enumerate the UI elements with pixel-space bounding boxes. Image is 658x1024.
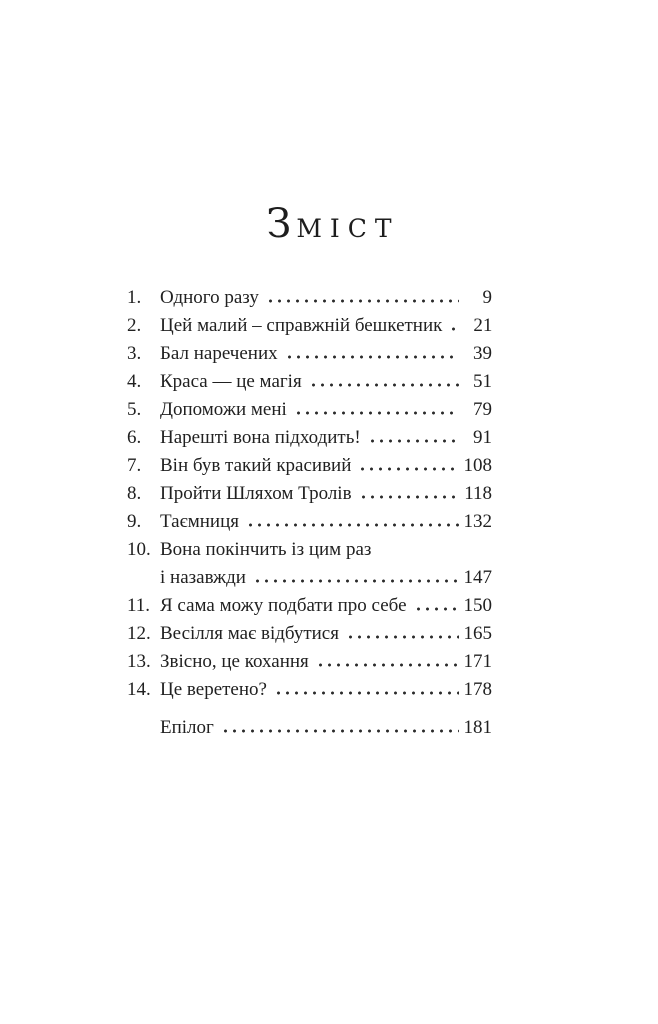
chapter-title: Я сама можу подбати про себе: [160, 595, 407, 616]
dot-leader: [414, 607, 459, 611]
toc-entry: [127, 368, 492, 396]
chapter-title: Краса — це магія: [160, 371, 302, 392]
toc-entry-body: [160, 368, 492, 396]
toc-entry-body: [160, 424, 492, 452]
chapter-number: 6.: [127, 427, 142, 448]
page-number: 181: [463, 717, 492, 738]
toc-entry-line: [160, 340, 492, 368]
dot-leader: [253, 579, 459, 583]
toc-entry: [127, 452, 492, 480]
chapter-title: Звісно, це кохання: [160, 651, 309, 672]
page-number: 178: [463, 679, 492, 700]
page-number: 108: [463, 455, 492, 476]
toc-entry-line: [160, 452, 492, 480]
page-number: 165: [463, 623, 492, 644]
toc-entry: [127, 312, 492, 340]
page-number: 21: [473, 315, 493, 336]
chapter-title: Допоможи мені: [160, 399, 287, 420]
chapter-title: Весілля має відбутися: [160, 623, 339, 644]
toc-entry-line: [160, 396, 492, 424]
page-number: 150: [463, 595, 492, 616]
toc-entry: [127, 508, 492, 536]
chapter-number: 1.: [127, 287, 142, 308]
page-number: 132: [463, 511, 492, 532]
page-title-initial: З: [266, 201, 297, 247]
toc-entry-body: [160, 592, 492, 620]
toc-entry-line: [160, 620, 492, 648]
page-number: 118: [464, 483, 492, 504]
toc-entry: [127, 592, 492, 620]
toc-entry: [127, 536, 492, 592]
chapter-title: Епілог: [160, 717, 214, 738]
toc-entry-line: [160, 592, 492, 620]
chapter-title: Таємниця: [160, 511, 239, 532]
toc-entry-body: [160, 536, 492, 592]
toc-entry-line: [160, 284, 492, 312]
toc-entry: [127, 620, 492, 648]
toc-entry-body: [160, 620, 492, 648]
chapter-title: Бал наречених: [160, 343, 278, 364]
toc-entry: [127, 480, 492, 508]
page-number: 39: [473, 343, 492, 364]
chapter-number: 11.: [127, 595, 151, 616]
dot-leader: [221, 729, 459, 733]
toc-entry-body: [160, 676, 492, 704]
chapter-title: Він був такий красивий: [160, 455, 352, 476]
chapter-title: Одного разу: [160, 287, 259, 308]
dot-leader: [274, 691, 459, 695]
toc-entry: [127, 424, 492, 452]
chapter-number: 8.: [127, 483, 142, 504]
dot-leader: [368, 439, 459, 443]
toc-entry-body: [160, 508, 492, 536]
chapter-title: Цей малий – справжній бешкетник: [160, 315, 443, 336]
dot-leader: [316, 663, 459, 667]
toc-entry-body: [160, 340, 492, 368]
dot-leader: [285, 355, 459, 359]
toc-entry-line: [160, 480, 492, 508]
page-number: 171: [463, 651, 492, 672]
dot-leader: [309, 383, 459, 387]
chapter-number: 13.: [127, 651, 151, 672]
chapter-title-line1: Вона покінчить із цим раз: [160, 539, 372, 560]
toc-entry-line: [160, 424, 492, 452]
toc-entry-line: [160, 368, 492, 396]
chapter-number: 7.: [127, 455, 142, 476]
toc-entry-line: [160, 312, 492, 340]
chapter-number: 4.: [127, 371, 142, 392]
toc-entry-body: [160, 284, 492, 312]
page-title-rest: МІСТ: [296, 214, 400, 243]
dot-leader: [346, 635, 459, 639]
chapter-number: 12.: [127, 623, 151, 644]
toc-entry: [127, 340, 492, 368]
page-number: 91: [473, 427, 492, 448]
toc-entry: [127, 676, 492, 704]
chapter-number: 10.: [127, 539, 151, 560]
chapter-number: 5.: [127, 399, 142, 420]
page-number: 9: [482, 287, 492, 308]
toc-entry-body: [160, 648, 492, 676]
toc-entry: [127, 714, 492, 742]
toc-entry-body: [160, 396, 492, 424]
dot-leader: [246, 523, 459, 527]
toc-entry: [127, 648, 492, 676]
toc-entry: [127, 284, 492, 312]
dot-leader: [359, 495, 459, 499]
toc-entry-body: [160, 452, 492, 480]
chapter-number: 9.: [127, 511, 142, 532]
chapter-number: 14.: [127, 679, 151, 700]
toc-list: [0, 284, 658, 742]
toc-entry-line: [160, 564, 492, 592]
dot-leader: [449, 327, 459, 331]
page-title: [0, 0, 658, 247]
toc-entry-line: [160, 508, 492, 536]
toc-entry-line: [160, 648, 492, 676]
chapter-title: і назавжди: [160, 567, 246, 588]
page-number: 147: [463, 567, 492, 588]
chapter-title: Нарешті вона підходить!: [160, 427, 361, 448]
toc-entry-body: [160, 714, 492, 742]
toc-entry: [127, 396, 492, 424]
chapter-number: 3.: [127, 343, 142, 364]
chapter-title: Пройти Шляхом Тролів: [160, 483, 352, 504]
chapter-title: Це веретено?: [160, 679, 267, 700]
toc-entry-body: [160, 480, 492, 508]
page-number: 51: [473, 371, 492, 392]
dot-leader: [266, 299, 459, 303]
chapter-number: 2.: [127, 315, 142, 336]
toc-entry-line: [160, 714, 492, 742]
page-number: 79: [473, 399, 492, 420]
toc-entry-body: [160, 312, 492, 340]
dot-leader: [358, 467, 459, 471]
dot-leader: [294, 411, 459, 415]
toc-entry-line: [160, 676, 492, 704]
